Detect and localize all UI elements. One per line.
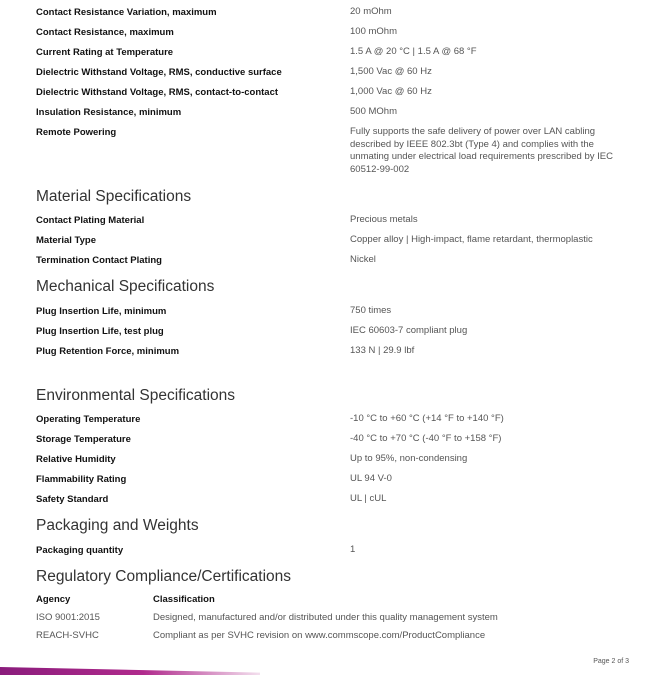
spec-label: Safety Standard xyxy=(36,494,109,505)
spec-value: IEC 60603-7 compliant plug xyxy=(350,325,468,336)
spec-label: Remote Powering xyxy=(36,127,117,138)
spec-label: Plug Retention Force, minimum xyxy=(36,346,180,357)
section-title-material: Material Specifications xyxy=(36,188,192,205)
spec-value: 1,000 Vac @ 60 Hz xyxy=(350,86,432,97)
spec-label: Storage Temperature xyxy=(36,434,131,445)
spec-label: Dielectric Withstand Voltage, RMS, conductive surface xyxy=(36,67,282,78)
spec-value: UL 94 V-0 xyxy=(350,473,392,484)
spec-value: 1.5 A @ 20 °C | 1.5 A @ 68 °F xyxy=(350,46,477,57)
spec-value: 750 times xyxy=(350,305,392,316)
column-header-agency: Agency xyxy=(36,594,71,605)
spec-value: 133 N | 29.9 lbf xyxy=(350,345,415,356)
spec-label: Contact Plating Material xyxy=(36,215,145,226)
page-number: Page 2 of 3 xyxy=(593,658,629,665)
section-title-packaging: Packaging and Weights xyxy=(36,517,199,534)
spec-value: Fully supports the safe delivery of power over LAN cabling described by IEEE 802.3bt (Type 4) and complies with the unmating under electrical load requirements prescribed by IEC 60512-99-002 xyxy=(350,126,613,175)
section-title-regulatory: Regulatory Compliance/Certifications xyxy=(36,568,292,585)
spec-value: 500 MOhm xyxy=(350,106,397,117)
footer-accent-bar xyxy=(0,667,260,675)
spec-label: Plug Insertion Life, test plug xyxy=(36,326,164,337)
spec-label: Plug Insertion Life, minimum xyxy=(36,306,167,317)
spec-label: Termination Contact Plating xyxy=(36,255,162,266)
spec-label: Relative Humidity xyxy=(36,454,116,465)
spec-value: Nickel xyxy=(350,254,376,265)
spec-label: Flammability Rating xyxy=(36,474,127,485)
agency-cell: ISO 9001:2015 xyxy=(36,612,100,623)
spec-label: Contact Resistance Variation, maximum xyxy=(36,7,217,18)
section-title-environmental: Environmental Specifications xyxy=(36,387,236,404)
spec-value: -10 °C to +60 °C (+14 °F to +140 °F) xyxy=(350,413,504,424)
spec-label: Operating Temperature xyxy=(36,414,141,425)
spec-value: Copper alloy | High-impact, flame retardant, thermoplastic xyxy=(350,234,593,245)
spec-value: Precious metals xyxy=(350,214,418,225)
classification-cell: Designed, manufactured and/or distributed under this quality management system xyxy=(153,612,498,623)
spec-value: 1 xyxy=(350,544,356,555)
spec-value: 20 mOhm xyxy=(350,6,392,17)
spec-label: Contact Resistance, maximum xyxy=(36,27,174,38)
agency-cell: REACH-SVHC xyxy=(36,630,99,641)
classification-cell: Compliant as per SVHC revision on www.commscope.com/ProductCompliance xyxy=(153,630,486,641)
section-title-mechanical: Mechanical Specifications xyxy=(36,278,215,295)
spec-label: Dielectric Withstand Voltage, RMS, contact-to-contact xyxy=(36,87,279,98)
spec-label: Current Rating at Temperature xyxy=(36,47,174,58)
spec-label: Insulation Resistance, minimum xyxy=(36,107,182,118)
column-header-classification: Classification xyxy=(153,594,215,605)
spec-value: 1,500 Vac @ 60 Hz xyxy=(350,66,432,77)
spec-value: UL | cUL xyxy=(350,493,387,504)
spec-label: Packaging quantity xyxy=(36,545,124,556)
spec-label: Material Type xyxy=(36,235,97,246)
spec-value: 100 mOhm xyxy=(350,26,397,37)
spec-value: -40 °C to +70 °C (-40 °F to +158 °F) xyxy=(350,433,502,444)
spec-value: Up to 95%, non-condensing xyxy=(350,453,468,464)
